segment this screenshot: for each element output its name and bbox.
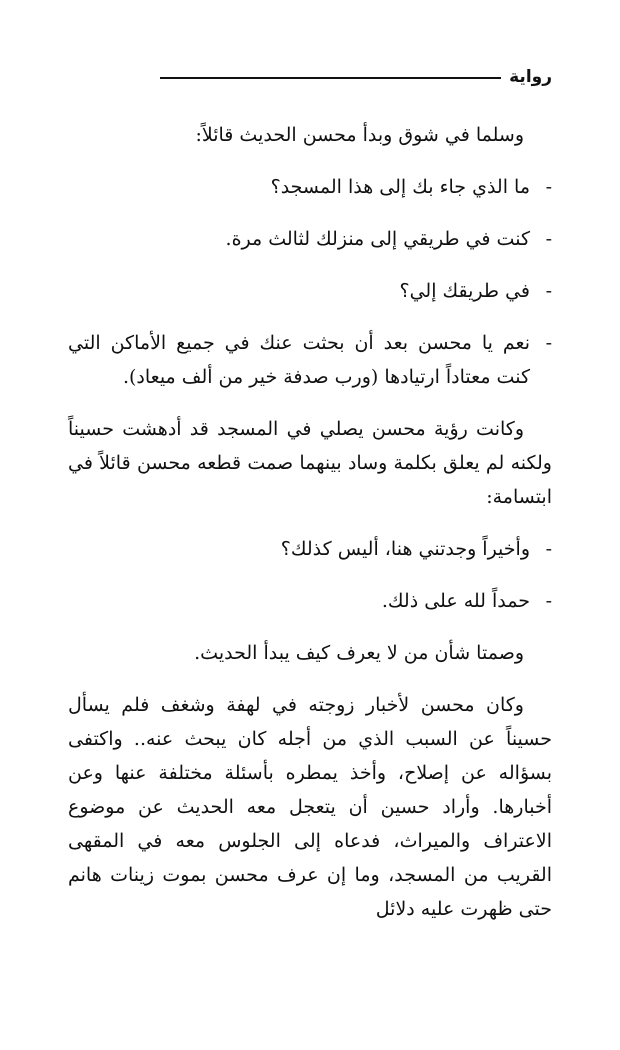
dialogue-text: حمداً لله على ذلك.	[381, 590, 530, 612]
dialogue-line-1	[68, 170, 552, 204]
dialogue-dash: -	[545, 280, 552, 302]
dialogue-line-6	[68, 584, 552, 618]
dialogue-dash: -	[545, 228, 552, 250]
dialogue-dash: -	[545, 538, 552, 560]
paragraph-1: وسلما في شوق وبدأ محسن الحديث قائلاً:	[195, 124, 524, 146]
paragraph-2: وكانت رؤية محسن يصلي في المسجد قد أدهشت حسيناً ولكنه لم يعلق بكلمة وساد بينهما صمت قطعه محسن قائلاً في ابتسامة:	[68, 418, 552, 508]
dialogue-text: نعم يا محسن بعد أن بحثت عنك في جميع الأماكن التي كنت معتاداً ارتيادها (ورب صدفة خير من ألف ميعاد).	[68, 332, 530, 388]
dialogue-line-5	[68, 532, 552, 566]
paragraph-4: وكان محسن لأخبار زوجته في لهفة وشغف فلم يسأل حسيناً عن السبب الذي من أجله كان يبحث عنه.. واكتفى بسؤاله عن إصلاح، وأخذ يمطره بأسئلة مختلفة عنها وعن أخبارها. وأراد حسين أن يتعجل معه الحديث عن موضوع الاعتراف والميراث، فدعاه إلى الجلوس معه في المقهى القريب من المسجد، وما إن عرف محسن بموت زينات هانم حتى ظهرت عليه دلائل	[68, 694, 552, 920]
body-text	[68, 118, 552, 944]
dialogue-dash: -	[545, 332, 552, 354]
header-title: رواية	[509, 67, 552, 87]
running-header	[160, 62, 552, 92]
paragraph-3: وصمتا شأن من لا يعرف كيف يبدأ الحديث.	[194, 642, 524, 664]
dialogue-dash: -	[545, 176, 552, 198]
dialogue-text: في طريقك إلي؟	[399, 280, 530, 302]
dialogue-text: ما الذي جاء بك إلى هذا المسجد؟	[270, 176, 530, 198]
dialogue-line-3	[68, 274, 552, 308]
dialogue-text: كنت في طريقي إلى منزلك لثالث مرة.	[225, 228, 530, 250]
dialogue-dash: -	[545, 590, 552, 612]
dialogue-text: وأخيراً وجدتني هنا، أليس كذلك؟	[280, 538, 530, 560]
dialogue-line-4	[68, 326, 552, 394]
dialogue-line-2	[68, 222, 552, 256]
header-rule	[160, 77, 501, 79]
